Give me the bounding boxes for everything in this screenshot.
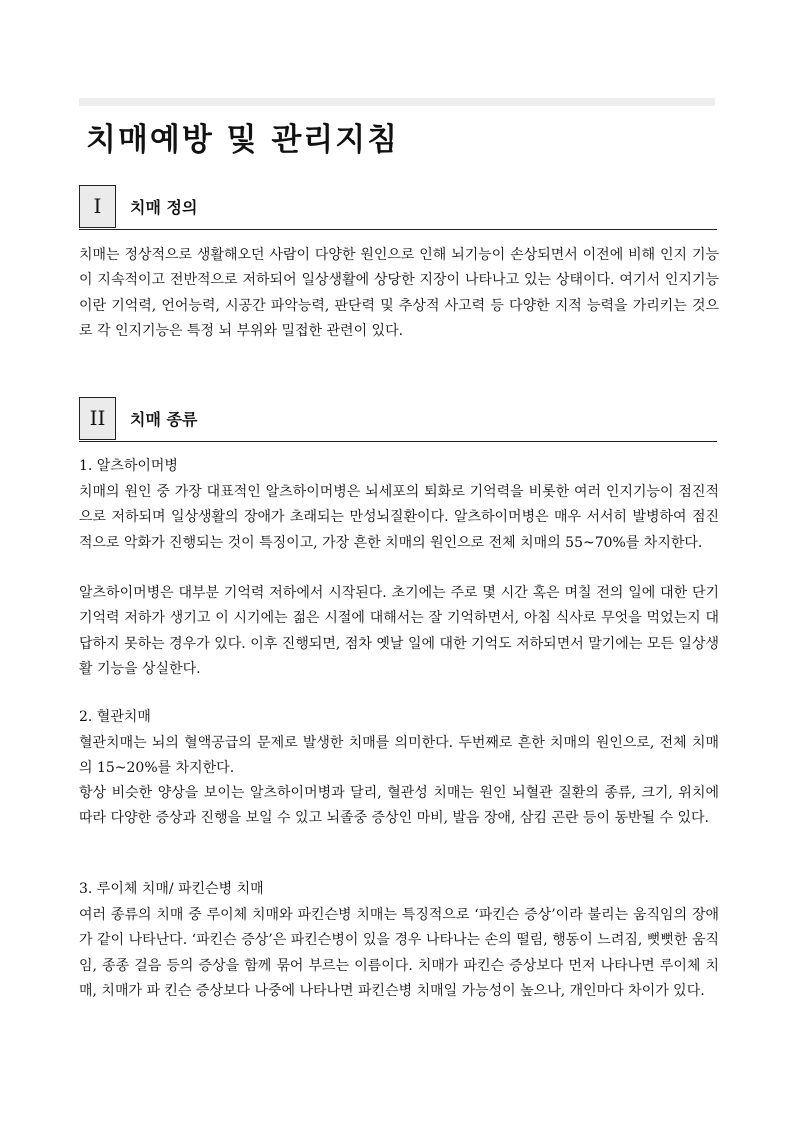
page-title: 치매예방 및 관리지침	[86, 122, 400, 158]
section-heading: 치매 정의	[130, 198, 198, 217]
vascular-paragraph-1: 혈관치매는 뇌의 혈액공급의 문제로 발생한 치매를 의미한다. 두번째로 흔한 치매의 원인으로, 전체 치매의 15~20%를 차지한다.	[79, 735, 719, 777]
alzheimer-paragraph-2: 알츠하이머병은 대부분 기억력 저하에서 시작된다. 초기에는 주로 몇 시간 혹은 며칠 전의 일에 대한 단기 기억력 저하가 생기고 이 시기에는 젊은 시절에 대해서는 잘 기억하면서, 아침 식사로 무엇을 먹었는지 대답하지 못하는 경우가 있다. 이후 진행되면, 점차 옛날 일에 대한 기억도 저하되면서 말기에는 모든 일상생활 기능을 상실한다.	[79, 585, 719, 677]
section-header-types	[79, 397, 717, 442]
definition-paragraph: 치매는 정상적으로 생활해오던 사람이 다양한 원인으로 인해 뇌기능이 손상되면서 이전에 비해 인지 기능이 지속적이고 전반적으로 저하되어 일상생활에 상당한 지장이 나타나고 있는 상태이다. 여기서 인지기능이란 기억력, 언어능력, 시공간 파악능력, 판단력 및 추상적 사고력 등 다양한 지적 능력을 가리키는 것으로 각 인지기능은 특정 뇌 부위와 밀접한 관련이 있다.	[79, 247, 719, 339]
section-number: II	[79, 397, 116, 440]
subsection-title-lewy-parkinson: 3. 루이체 치매/ 파킨슨병 치매	[79, 881, 264, 897]
subsection-title-alzheimer: 1. 알츠하이머병	[79, 458, 178, 474]
section-number: I	[79, 185, 116, 228]
subsection-title-vascular: 2. 혈관치매	[79, 709, 151, 725]
section-heading: 치매 종류	[130, 410, 198, 429]
alzheimer-paragraph-1: 치매의 원인 중 가장 대표적인 알츠하이머병은 뇌세포의 퇴화로 기억력을 비롯한 여러 인지기능이 점진적으로 저하되며 일상생활의 장애가 초래되는 만성뇌질환이다. 알츠하이머병은 매우 서서히 발병하여 점진적으로 악화가 진행되는 것이 특징이고, 가장 흔한 치매의 원인으로 전체 치매의 55~70%를 차지한다.	[79, 484, 719, 551]
lewy-parkinson-paragraph: 여러 종류의 치매 중 루이체 치매와 파킨슨병 치매는 특징적으로 ‘파킨슨 증상’이라 불리는 움직임의 장애가 같이 나타난다. ‘파킨슨 증상’은 파킨슨병이 있을 경우 나타나는 손의 떨림, 행동이 느려짐, 뻣뻣한 움직임, 종종 걸음 등의 증상을 함께 묶어 부르는 이름이다. 치매가 파킨슨 증상보다 먼저 나타나면 루이체 치매, 치매가 파 킨슨 증상보다 나중에 나타나면 파킨슨병 치매일 가능성이 높으나, 개인마다 차이가 있다.	[79, 907, 719, 999]
vascular-paragraph-2: 항상 비슷한 양상을 보이는 알츠하이머병과 달리, 혈관성 치매는 원인 뇌혈관 질환의 종류, 크기, 위치에 따라 다양한 증상과 진행을 보일 수 있고 뇌졸중 증상인 마비, 발음 장애, 삼킴 곤란 등이 동반될 수 있다.	[79, 785, 719, 827]
top-bar	[79, 98, 715, 106]
section-header-definition	[79, 185, 717, 230]
